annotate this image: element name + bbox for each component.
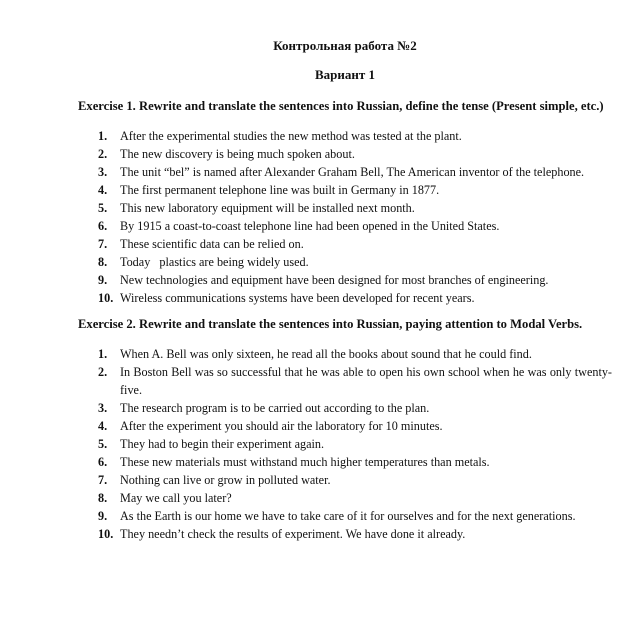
list-item — [98, 507, 612, 525]
item-number: 4. — [98, 183, 108, 197]
list-item — [98, 253, 612, 271]
list-item — [98, 399, 612, 417]
item-text: After the experimental studies the new method was tested at the plant. — [120, 129, 462, 143]
item-number: 10. — [98, 527, 114, 541]
item-text: When A. Bell was only sixteen, he read all the books about sound that he could find. — [120, 347, 532, 361]
item-text: They had to begin their experiment again. — [120, 437, 325, 451]
item-text: After the experiment you should air the laboratory for 10 minutes. — [120, 419, 443, 433]
item-number: 5. — [98, 201, 108, 215]
list-item — [98, 145, 612, 163]
item-number: 9. — [98, 273, 108, 287]
item-text: As the Earth is our home we have to take care of it for ourselves and for the next generations. — [120, 509, 576, 523]
item-number: 1. — [98, 129, 108, 143]
list-item — [98, 217, 612, 235]
list-item — [98, 417, 612, 435]
item-number: 3. — [98, 401, 108, 415]
item-text: Wireless communications systems have been developed for recent years. — [120, 291, 475, 305]
item-number: 6. — [98, 455, 108, 469]
list-item — [98, 163, 612, 181]
item-text: New technologies and equipment have been designed for most branches of engineering. — [120, 273, 549, 287]
item-number: 4. — [98, 419, 108, 433]
list-item — [98, 489, 612, 507]
item-text: In Boston Bell was so successful that he was able to open his own school when he was only twenty-five. — [120, 365, 612, 397]
exercise-1-heading: Exercise 1. Rewrite and translate the sentences into Russian, define the tense (Present simple, etc.) — [78, 99, 604, 113]
item-text: By 1915 a coast-to-coast telephone line had been opened in the United States. — [120, 219, 500, 233]
list-item — [98, 363, 612, 399]
item-text: The research program is to be carried out according to the plan. — [120, 401, 430, 415]
variant-label: Вариант 1 — [314, 67, 376, 82]
list-item — [98, 127, 612, 145]
item-text: May we call you later? — [120, 491, 232, 505]
list-item — [98, 235, 612, 253]
item-number: 1. — [98, 347, 108, 361]
list-item — [98, 435, 612, 453]
item-number: 7. — [98, 237, 108, 251]
item-text: These new materials must withstand much higher temperatures than metals. — [120, 455, 490, 469]
list-item — [98, 345, 612, 363]
document-title: Контрольная работа №2 — [273, 38, 417, 53]
item-text: The first permanent telephone line was built in Germany in 1877. — [120, 183, 440, 197]
item-number: 2. — [98, 365, 108, 379]
item-number: 8. — [98, 491, 108, 505]
item-text: The unit “bel” is named after Alexander Graham Bell, The American inventor of the telephone. — [120, 165, 585, 179]
item-text: This new laboratory equipment will be installed next month. — [120, 201, 415, 215]
item-text: Today plastics are being widely used. — [120, 255, 309, 269]
list-item — [98, 271, 612, 289]
item-text: They needn’t check the results of experiment. We have done it already. — [120, 527, 466, 541]
list-item — [98, 289, 612, 307]
list-item — [98, 199, 612, 217]
list-item — [98, 453, 612, 471]
item-number: 8. — [98, 255, 108, 269]
item-number: 6. — [98, 219, 108, 233]
list-item — [98, 525, 612, 543]
item-number: 7. — [98, 473, 108, 487]
item-text: These scientific data can be relied on. — [120, 237, 304, 251]
item-number: 9. — [98, 509, 108, 523]
item-number: 5. — [98, 437, 108, 451]
item-text: The new discovery is being much spoken about. — [120, 147, 355, 161]
item-number: 10. — [98, 291, 114, 305]
exercise-1-list — [78, 127, 612, 307]
list-item — [98, 471, 612, 489]
list-item — [98, 181, 612, 199]
item-number: 3. — [98, 165, 108, 179]
item-text: Nothing can live or grow in polluted water. — [120, 473, 331, 487]
exercise-2-heading: Exercise 2. Rewrite and translate the sentences into Russian, paying attention to Modal Verbs. — [78, 317, 583, 331]
exercise-2-list — [78, 345, 612, 543]
item-number: 2. — [98, 147, 108, 161]
